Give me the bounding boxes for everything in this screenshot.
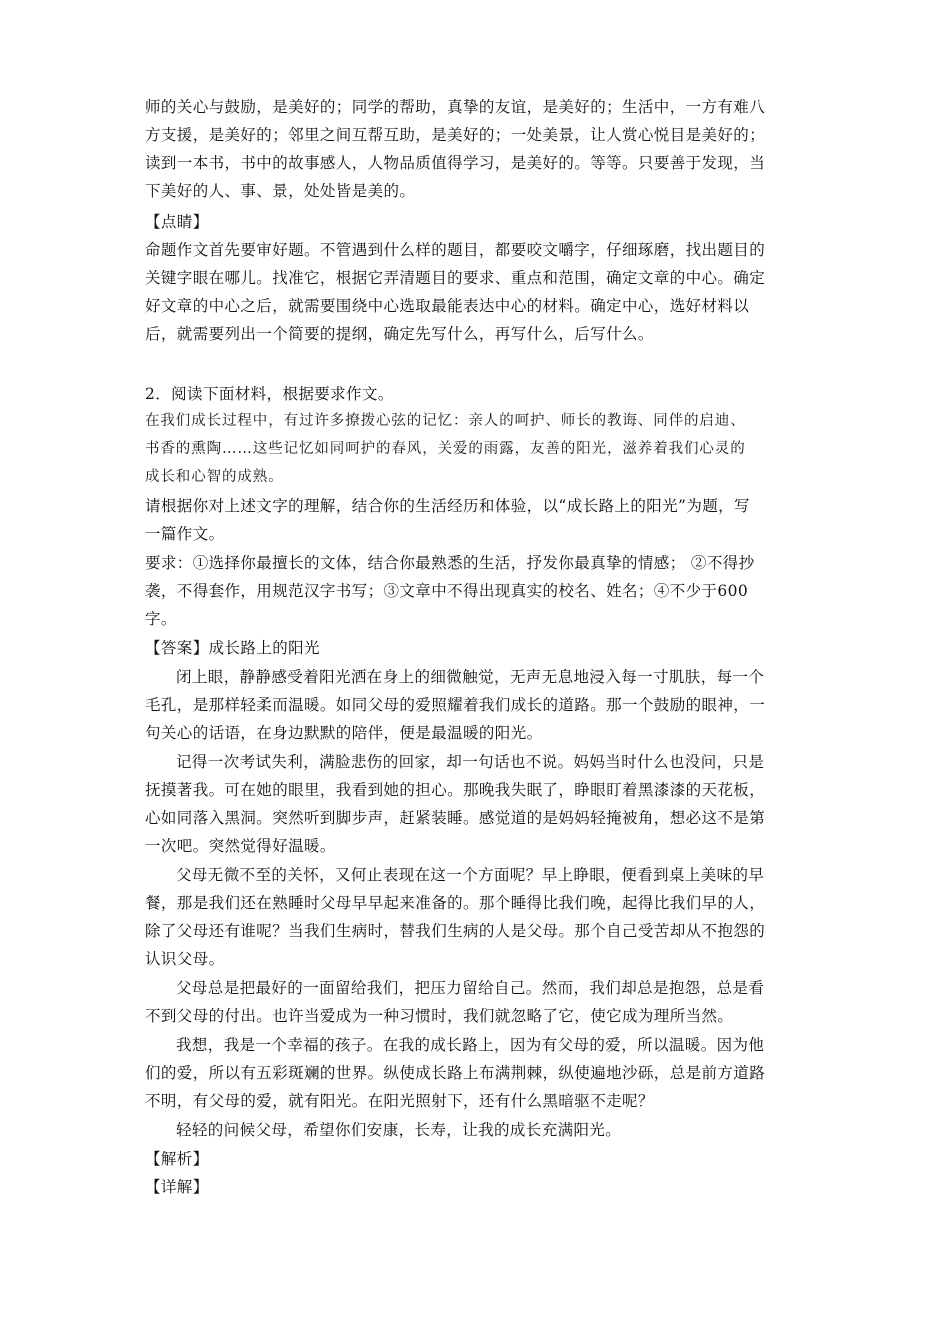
essay-line: 记得一次考试失利，满脸悲伤的回家，却一句话也不说。妈妈当时什么也没问，只是 bbox=[176, 753, 765, 771]
text-line: 读到一本书，书中的故事感人，人物品质值得学习，是美好的。等等。只要善于发现，当 bbox=[145, 154, 766, 172]
prompt-line: 一篇作文。 bbox=[145, 525, 225, 543]
essay-line: 一次吧。突然觉得好温暖。 bbox=[145, 837, 336, 855]
essay-line: 毛孔，是那样轻柔而温暖。如同父母的爱照耀着我们成长的道路。那一个鼓励的眼神，一 bbox=[145, 696, 766, 714]
essay-line: 心如同落入黑洞。突然听到脚步声，赶紧装睡。感觉道的是妈妈轻掩被角，想必这不是第 bbox=[145, 809, 766, 827]
text-line: 好文章的中心之后，就需要围绕中心选取最能表达中心的材料。确定中心，选好材料以 bbox=[145, 297, 750, 315]
essay-line: 闭上眼，静静感受着阳光洒在身上的细微触觉，无声无息地浸入每一寸肌肤，每一个 bbox=[176, 668, 765, 686]
text-line: 下美好的人、事、景，处处皆是美的。 bbox=[145, 182, 416, 200]
requirement-line: 要求：①选择你最擅长的文体，结合你最熟悉的生活，抒发你最真挚的情感； ②不得抄 bbox=[145, 554, 755, 572]
essay-line: 不到父母的付出。也许当爱成为一种习惯时，我们就忽略了它，使它成为理所当然。 bbox=[145, 1007, 734, 1025]
essay-line: 句关心的话语，在身边默默的陪伴，便是最温暖的阳光。 bbox=[145, 724, 543, 742]
text-line: 关键字眼在哪儿。找准它，根据它弄清题目的要求、重点和范围，确定文章的中心。确定 bbox=[145, 269, 766, 287]
essay-line: 餐，那是我们还在熟睡时父母早早起来准备的。那个睡得比我们晚，起得比我们早的人， bbox=[145, 894, 766, 912]
text-line: 后，就需要列出一个简要的提纲，确定先写什么，再写什么，后写什么。 bbox=[145, 325, 654, 343]
text-line: 师的关心与鼓励，是美好的；同学的帮助，真挚的友谊，是美好的；生活中，一方有难八 bbox=[145, 98, 766, 116]
requirement-line: 字。 bbox=[145, 610, 177, 628]
essay-line: 轻轻的问候父母，希望你们安康，长寿，让我的成长充满阳光。 bbox=[176, 1121, 622, 1139]
material-line: 在我们成长过程中，有过许多撩拨心弦的记忆：亲人的呵护、师长的教诲、同伴的启迪、 bbox=[145, 413, 746, 429]
essay-line: 除了父母还有谁呢？当我们生病时，替我们生病的人是父母。那个自己受苦却从不抱怨的 bbox=[145, 922, 766, 940]
requirement-line: 袭，不得套作，用规范汉字书写；③文章中不得出现真实的校名、姓名；④不少于600 bbox=[145, 582, 749, 600]
detail-label: 【详解】 bbox=[145, 1178, 209, 1196]
essay-line: 不明，有父母的爱，就有阳光。在阳光照射下，还有什么黑暗驱不走呢？ bbox=[145, 1092, 654, 1110]
analysis-label: 【解析】 bbox=[145, 1150, 209, 1168]
answer-label: 【答案】成长路上的阳光 bbox=[145, 639, 320, 657]
essay-line: 认识父母。 bbox=[145, 950, 225, 968]
material-line: 成长和心智的成熟。 bbox=[145, 469, 284, 485]
prompt-line: 请根据你对上述文字的理解，结合你的生活经历和体验，以“成长路上的阳光”为题，写 bbox=[145, 497, 750, 515]
essay-line: 们的爱，所以有五彩斑斓的世界。纵使成长路上布满荆棘，纵使遍地沙砾，总是前方道路 bbox=[145, 1064, 766, 1082]
text-line: 方支援，是美好的；邻里之间互帮互助，是美好的；一处美景，让人赏心悦目是美好的； bbox=[145, 126, 766, 144]
essay-line: 父母无微不至的关怀，又何止表现在这一个方面呢？早上睁眼，便看到桌上美味的早 bbox=[176, 866, 765, 884]
essay-line: 抚摸著我。可在她的眼里，我看到她的担心。那晚我失眠了，睁眼盯着黑漆漆的天花板， bbox=[145, 781, 766, 799]
text-line: 命题作文首先要审好题。不管遇到什么样的题目，都要咬文嚼字，仔细琢磨，找出题目的 bbox=[145, 241, 766, 259]
essay-line: 我想，我是一个幸福的孩子。在我的成长路上，因为有父母的爱，所以温暖。因为他 bbox=[176, 1036, 765, 1054]
question-title: 2．阅读下面材料，根据要求作文。 bbox=[145, 385, 394, 403]
material-line: 书香的熏陶……这些记忆如同呵护的春风，关爱的雨露，友善的阳光，滋养着我们心灵的 bbox=[145, 441, 746, 457]
essay-line: 父母总是把最好的一面留给我们，把压力留给自己。然而，我们却总是抱怨，总是看 bbox=[176, 979, 765, 997]
dianjing-label: 【点睛】 bbox=[145, 213, 209, 231]
